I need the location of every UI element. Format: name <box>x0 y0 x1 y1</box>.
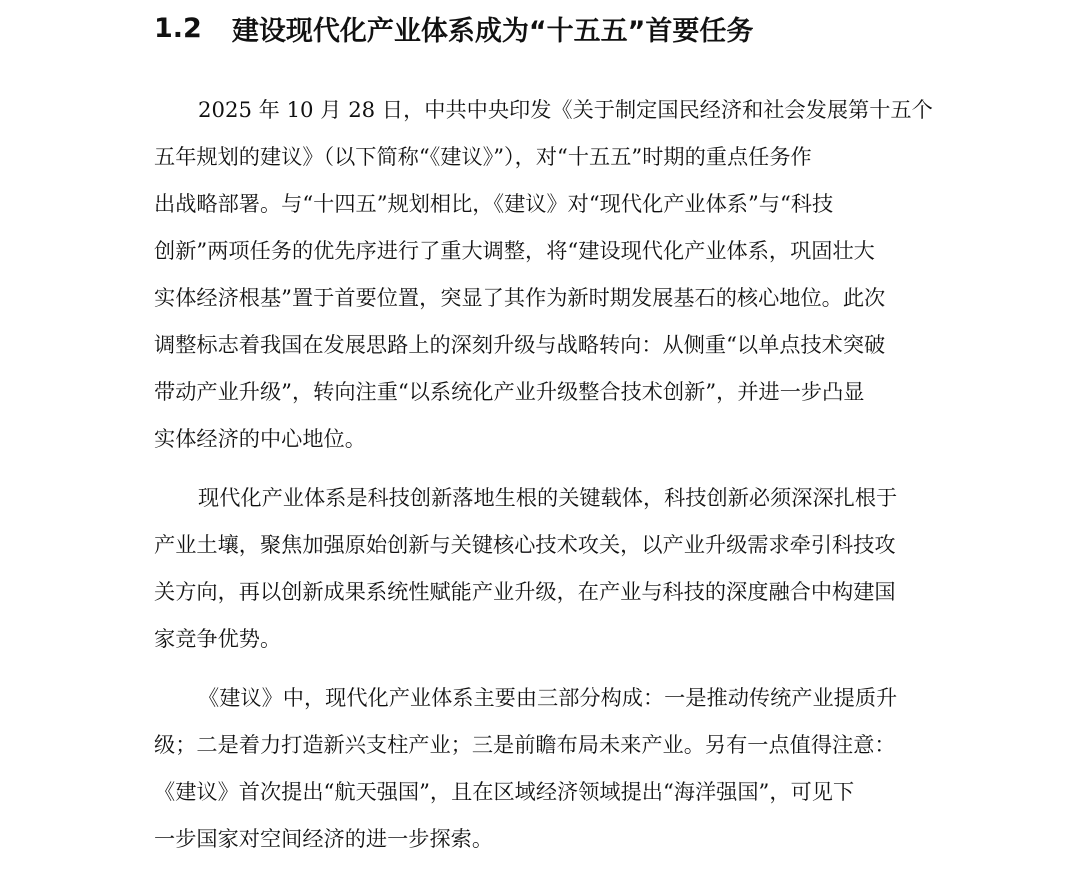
paragraph-line: 实体经济根基”置于首要位置，突显了其作为新时期发展基石的核心地位。此次 <box>154 285 886 310</box>
paragraph-line: 调整标志着我国在发展思路上的深刻升级与战略转向：从侧重“以单点技术突破 <box>154 332 886 357</box>
paragraph-line: 五年规划的建议》（以下简称“《建议》”），对“十五五”时期的重点任务作 <box>154 144 812 169</box>
paragraph-line: 2025 年 10 月 28 日，中共中央印发《关于制定国民经济和社会发展第十五个 <box>198 97 933 122</box>
paragraph-line: 级；二是着力打造新兴支柱产业；三是前瞻布局未来产业。另有一点值得注意： <box>154 732 896 757</box>
paragraph-line: 实体经济的中心地位。 <box>154 426 366 451</box>
paragraph-line: 《建议》中，现代化产业体系主要由三部分构成：一是推动传统产业提质升 <box>198 685 898 710</box>
paragraph-line: 产业土壤，聚焦加强原始创新与关键核心技术攻关，以产业升级需求牵引科技攻 <box>154 532 896 557</box>
paragraph-line: 《建议》首次提出“航天强国”，且在区域经济领域提出“海洋强国”，可见下 <box>154 779 855 804</box>
paragraph-2 <box>154 474 930 662</box>
paragraph-line: 一步国家对空间经济的进一步探索。 <box>154 826 494 851</box>
paragraph-line: 出战略部署。与“十四五”规划相比，《建议》对“现代化产业体系”与“科技 <box>154 191 834 216</box>
section-title: 建设现代化产业体系成为“十五五”首要任务 <box>231 15 754 47</box>
paragraph-line: 现代化产业体系是科技创新落地生根的关键载体，科技创新必须深深扎根于 <box>198 485 898 510</box>
paragraph-line: 创新”两项任务的优先序进行了重大调整，将“建设现代化产业体系，巩固壮大 <box>154 238 875 263</box>
paragraph-line: 关方向，再以创新成果系统性赋能产业升级，在产业与科技的深度融合中构建国 <box>154 579 896 604</box>
paragraph-1 <box>154 86 933 462</box>
body-text <box>154 86 933 874</box>
paragraph-line: 带动产业升级”，转向注重“以系统化产业升级整合技术创新”，并进一步凸显 <box>154 379 865 404</box>
paragraph-line: 家竞争优势。 <box>154 626 282 651</box>
section-heading <box>154 6 753 50</box>
section-number: 1.2 <box>154 12 202 44</box>
paragraph-3 <box>154 674 930 862</box>
